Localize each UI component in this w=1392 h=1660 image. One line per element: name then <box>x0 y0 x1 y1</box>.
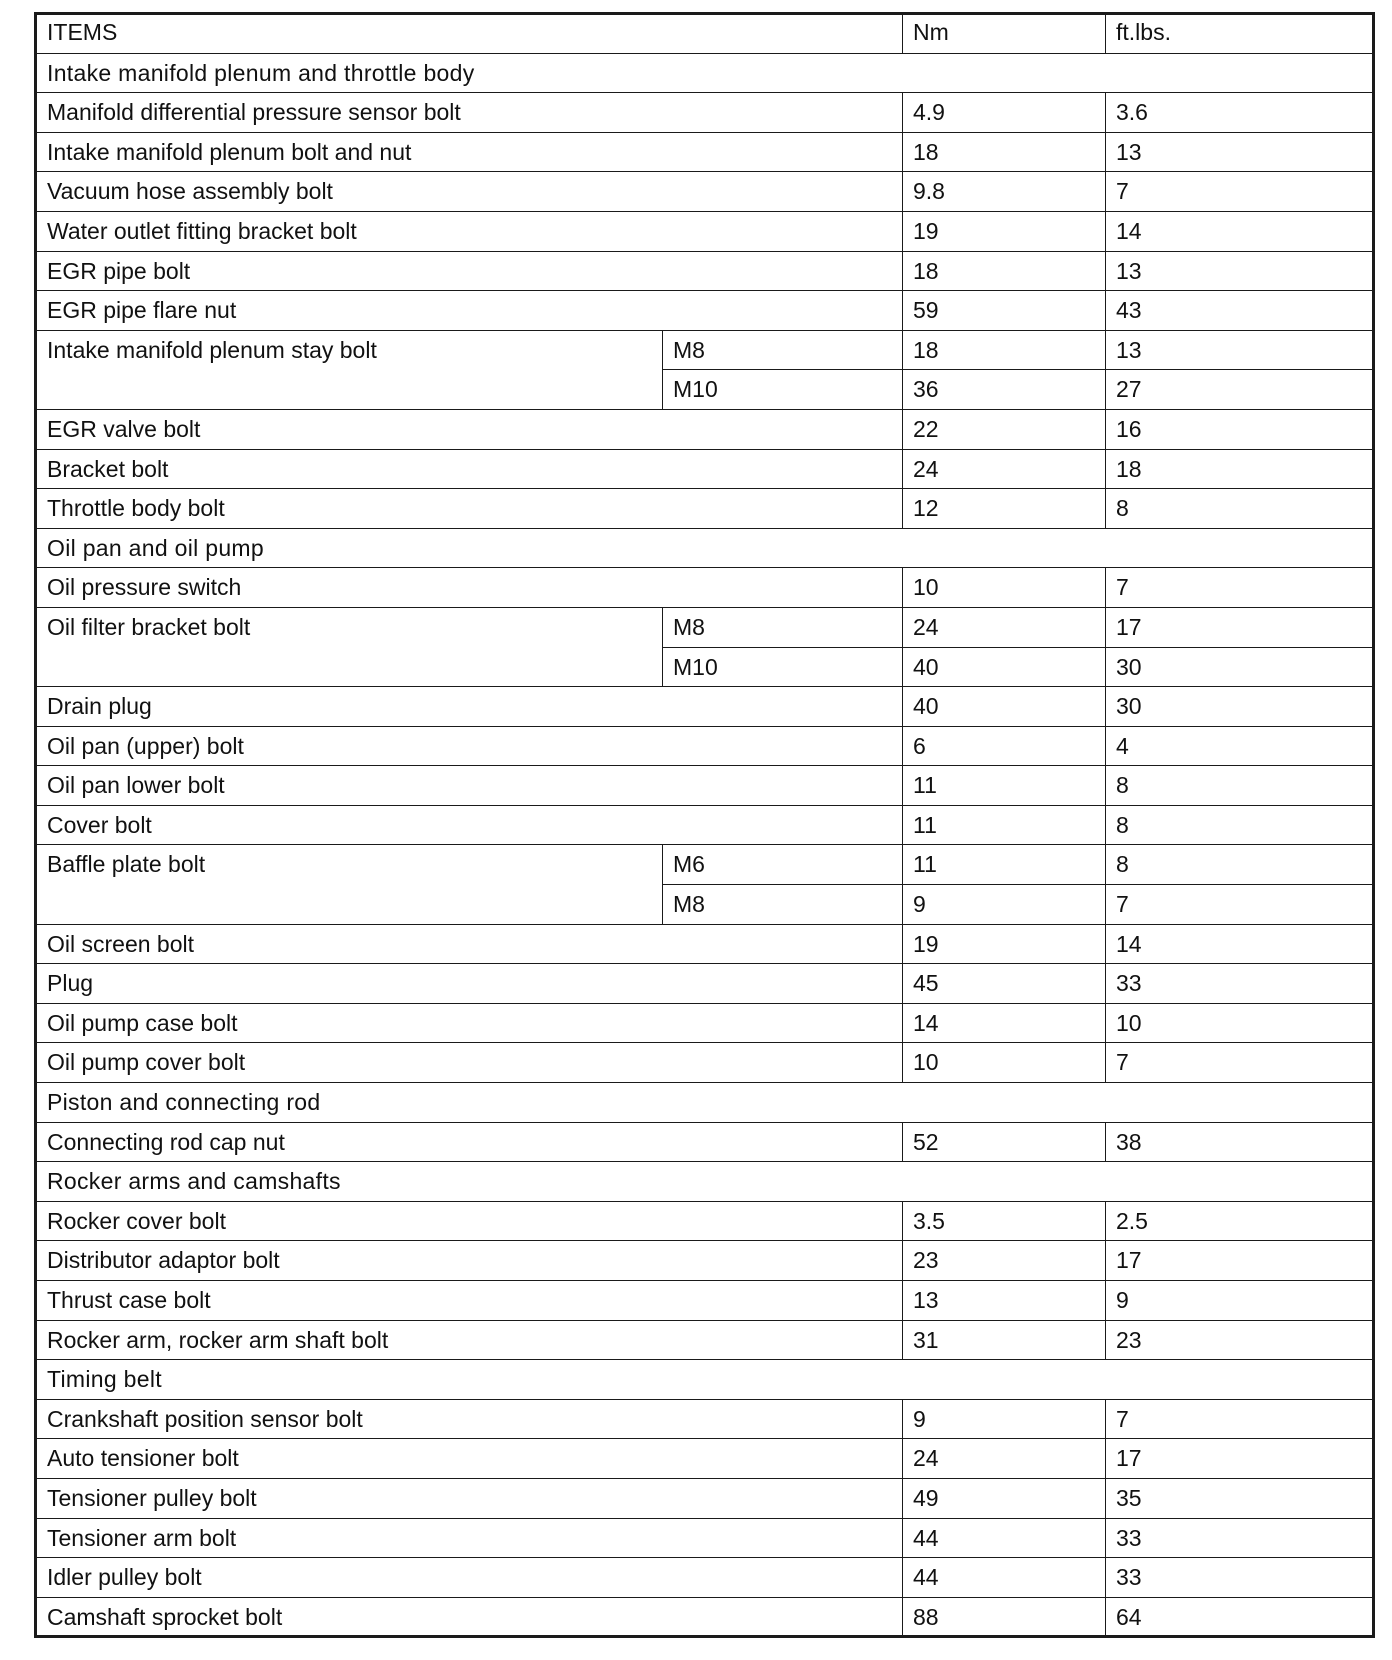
torque-ftlbs: 17 <box>1106 1241 1374 1281</box>
torque-nm: 9 <box>903 885 1106 925</box>
torque-nm: 12 <box>903 489 1106 529</box>
table-row <box>36 1122 1374 1162</box>
torque-nm: 18 <box>903 251 1106 291</box>
table-row <box>36 1043 1374 1083</box>
item-name: Intake manifold plenum stay bolt <box>36 330 663 409</box>
torque-nm: 24 <box>903 1439 1106 1479</box>
torque-spec-sheet <box>34 12 1372 1638</box>
torque-ftlbs: 38 <box>1106 1122 1374 1162</box>
torque-nm: 44 <box>903 1518 1106 1558</box>
torque-nm: 13 <box>903 1281 1106 1321</box>
table-row <box>36 1201 1374 1241</box>
torque-nm: 24 <box>903 449 1106 489</box>
section-title: Intake manifold plenum and throttle body <box>36 53 1374 93</box>
torque-ftlbs: 13 <box>1106 132 1374 172</box>
torque-table-body <box>36 53 1374 1637</box>
torque-ftlbs: 33 <box>1106 1518 1374 1558</box>
torque-nm: 19 <box>903 924 1106 964</box>
torque-nm: 18 <box>903 132 1106 172</box>
torque-nm: 19 <box>903 211 1106 251</box>
table-row <box>36 291 1374 331</box>
table-row <box>36 1003 1374 1043</box>
torque-ftlbs: 17 <box>1106 607 1374 647</box>
item-name: Drain plug <box>36 687 903 727</box>
torque-ftlbs: 43 <box>1106 291 1374 331</box>
torque-ftlbs: 9 <box>1106 1281 1374 1321</box>
item-name: Throttle body bolt <box>36 489 903 529</box>
item-name: Bracket bolt <box>36 449 903 489</box>
table-row <box>36 1320 1374 1360</box>
item-name: Rocker cover bolt <box>36 1201 903 1241</box>
bolt-size: M8 <box>663 330 903 370</box>
item-name: EGR valve bolt <box>36 409 903 449</box>
torque-ftlbs: 8 <box>1106 805 1374 845</box>
torque-ftlbs: 27 <box>1106 370 1374 410</box>
torque-nm: 14 <box>903 1003 1106 1043</box>
table-row <box>36 1439 1374 1479</box>
torque-ftlbs: 35 <box>1106 1478 1374 1518</box>
item-name: Oil filter bracket bolt <box>36 607 663 686</box>
torque-nm: 10 <box>903 1043 1106 1083</box>
table-row <box>36 251 1374 291</box>
section-row <box>36 528 1374 568</box>
item-name: Oil pump case bolt <box>36 1003 903 1043</box>
header-row <box>36 14 1374 54</box>
section-title: Oil pan and oil pump <box>36 528 1374 568</box>
torque-nm: 6 <box>903 726 1106 766</box>
torque-ftlbs: 16 <box>1106 409 1374 449</box>
table-row <box>36 766 1374 806</box>
torque-ftlbs: 8 <box>1106 489 1374 529</box>
item-name: Distributor adaptor bolt <box>36 1241 903 1281</box>
torque-ftlbs: 10 <box>1106 1003 1374 1043</box>
section-title: Timing belt <box>36 1360 1374 1400</box>
torque-nm: 3.5 <box>903 1201 1106 1241</box>
section-row <box>36 1162 1374 1202</box>
torque-nm: 40 <box>903 687 1106 727</box>
item-name: Vacuum hose assembly bolt <box>36 172 903 212</box>
item-name: Thrust case bolt <box>36 1281 903 1321</box>
section-row <box>36 1083 1374 1123</box>
bolt-size: M8 <box>663 885 903 925</box>
table-row <box>36 1399 1374 1439</box>
item-name: Oil pump cover bolt <box>36 1043 903 1083</box>
table-row <box>36 409 1374 449</box>
torque-ftlbs: 30 <box>1106 647 1374 687</box>
torque-nm: 49 <box>903 1478 1106 1518</box>
section-row <box>36 53 1374 93</box>
item-name: Tensioner pulley bolt <box>36 1478 903 1518</box>
section-title: Piston and connecting rod <box>36 1083 1374 1123</box>
item-name: Tensioner arm bolt <box>36 1518 903 1558</box>
torque-nm: 24 <box>903 607 1106 647</box>
item-name: Connecting rod cap nut <box>36 1122 903 1162</box>
torque-ftlbs: 3.6 <box>1106 93 1374 133</box>
torque-nm: 9 <box>903 1399 1106 1439</box>
table-row <box>36 1281 1374 1321</box>
table-row <box>36 132 1374 172</box>
torque-ftlbs: 8 <box>1106 845 1374 885</box>
item-name: Oil pan lower bolt <box>36 766 903 806</box>
table-row <box>36 607 1374 647</box>
torque-nm: 31 <box>903 1320 1106 1360</box>
bolt-size: M10 <box>663 647 903 687</box>
table-row <box>36 449 1374 489</box>
torque-ftlbs: 23 <box>1106 1320 1374 1360</box>
table-row <box>36 845 1374 885</box>
torque-ftlbs: 7 <box>1106 1399 1374 1439</box>
item-name: Plug <box>36 964 903 1004</box>
torque-nm: 22 <box>903 409 1106 449</box>
torque-nm: 11 <box>903 805 1106 845</box>
table-row <box>36 489 1374 529</box>
table-row <box>36 93 1374 133</box>
torque-ftlbs: 4 <box>1106 726 1374 766</box>
table-row <box>36 211 1374 251</box>
torque-ftlbs: 17 <box>1106 1439 1374 1479</box>
torque-ftlbs: 18 <box>1106 449 1374 489</box>
bolt-size: M10 <box>663 370 903 410</box>
table-row <box>36 687 1374 727</box>
torque-ftlbs: 33 <box>1106 1558 1374 1598</box>
item-name: Oil pan (upper) bolt <box>36 726 903 766</box>
torque-ftlbs: 2.5 <box>1106 1201 1374 1241</box>
torque-nm: 11 <box>903 766 1106 806</box>
torque-ftlbs: 14 <box>1106 211 1374 251</box>
bolt-size: M8 <box>663 607 903 647</box>
item-name: Idler pulley bolt <box>36 1558 903 1598</box>
torque-ftlbs: 33 <box>1106 964 1374 1004</box>
item-name: Intake manifold plenum bolt and nut <box>36 132 903 172</box>
table-row <box>36 924 1374 964</box>
torque-nm: 23 <box>903 1241 1106 1281</box>
torque-nm: 40 <box>903 647 1106 687</box>
torque-nm: 88 <box>903 1597 1106 1637</box>
item-name: Baffle plate bolt <box>36 845 663 924</box>
torque-ftlbs: 8 <box>1106 766 1374 806</box>
torque-ftlbs: 14 <box>1106 924 1374 964</box>
torque-nm: 45 <box>903 964 1106 1004</box>
table-row <box>36 726 1374 766</box>
table-row <box>36 1518 1374 1558</box>
table-row <box>36 1558 1374 1598</box>
item-name: Cover bolt <box>36 805 903 845</box>
torque-ftlbs: 7 <box>1106 568 1374 608</box>
torque-nm: 10 <box>903 568 1106 608</box>
torque-table <box>34 12 1375 1638</box>
table-row <box>36 330 1374 370</box>
item-name: Camshaft sprocket bolt <box>36 1597 903 1637</box>
table-row <box>36 1478 1374 1518</box>
item-name: Manifold differential pressure sensor bolt <box>36 93 903 133</box>
torque-nm: 59 <box>903 291 1106 331</box>
table-row <box>36 1241 1374 1281</box>
nm-column-header: Nm <box>903 14 1106 54</box>
table-row <box>36 172 1374 212</box>
torque-nm: 4.9 <box>903 93 1106 133</box>
torque-nm: 44 <box>903 1558 1106 1598</box>
torque-ftlbs: 30 <box>1106 687 1374 727</box>
item-name: Water outlet fitting bracket bolt <box>36 211 903 251</box>
ftlbs-column-header: ft.lbs. <box>1106 14 1374 54</box>
section-title: Rocker arms and camshafts <box>36 1162 1374 1202</box>
torque-ftlbs: 7 <box>1106 1043 1374 1083</box>
torque-ftlbs: 13 <box>1106 251 1374 291</box>
item-name: Crankshaft position sensor bolt <box>36 1399 903 1439</box>
items-column-header: ITEMS <box>36 14 903 54</box>
section-row <box>36 1360 1374 1400</box>
table-row <box>36 568 1374 608</box>
item-name: EGR pipe bolt <box>36 251 903 291</box>
table-row <box>36 1597 1374 1637</box>
item-name: Auto tensioner bolt <box>36 1439 903 1479</box>
item-name: Oil screen bolt <box>36 924 903 964</box>
torque-nm: 36 <box>903 370 1106 410</box>
table-row <box>36 964 1374 1004</box>
item-name: EGR pipe flare nut <box>36 291 903 331</box>
torque-nm: 18 <box>903 330 1106 370</box>
torque-nm: 52 <box>903 1122 1106 1162</box>
torque-ftlbs: 7 <box>1106 172 1374 212</box>
torque-ftlbs: 7 <box>1106 885 1374 925</box>
torque-ftlbs: 64 <box>1106 1597 1374 1637</box>
torque-nm: 11 <box>903 845 1106 885</box>
table-row <box>36 805 1374 845</box>
bolt-size: M6 <box>663 845 903 885</box>
torque-ftlbs: 13 <box>1106 330 1374 370</box>
item-name: Rocker arm, rocker arm shaft bolt <box>36 1320 903 1360</box>
torque-nm: 9.8 <box>903 172 1106 212</box>
item-name: Oil pressure switch <box>36 568 903 608</box>
